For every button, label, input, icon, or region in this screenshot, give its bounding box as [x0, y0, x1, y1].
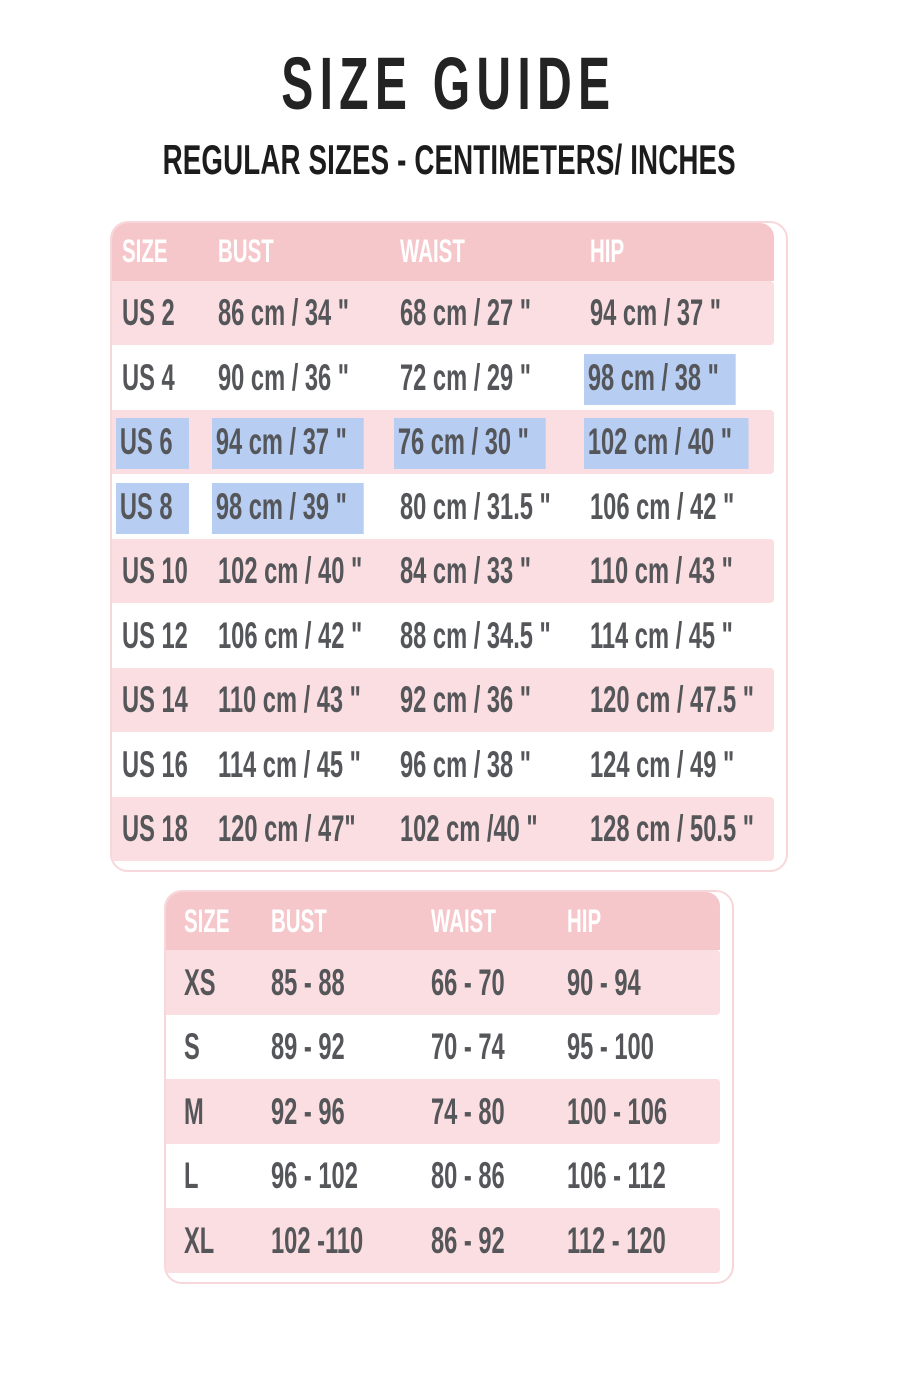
hip-cell: 120 cm / 47.5 " — [590, 679, 754, 721]
table-row — [112, 410, 774, 475]
waist-cell: 84 cm / 33 " — [400, 550, 532, 592]
size-cell: US 2 — [122, 292, 175, 334]
table-row — [166, 1208, 720, 1273]
table-row — [112, 539, 774, 604]
column-header-waist: WAIST — [431, 902, 496, 939]
regular-sizes-table — [110, 221, 788, 873]
size-cell: S — [184, 1026, 200, 1068]
bust-cell: 86 cm / 34 " — [218, 292, 350, 334]
waist-cell: 86 - 92 — [431, 1219, 505, 1261]
column-header-hip: HIP — [590, 233, 625, 270]
table-row — [112, 345, 774, 410]
size-cell: US 10 — [122, 550, 188, 592]
table-header-row — [166, 892, 720, 950]
table-row — [112, 732, 774, 797]
table-row — [166, 1015, 720, 1080]
waist-cell: 102 cm /40 " — [400, 808, 538, 850]
bust-cell: 120 cm / 47" — [218, 808, 356, 850]
hip-cell: 128 cm / 50.5 " — [590, 808, 754, 850]
size-cell: US 16 — [122, 743, 188, 785]
waist-cell: 88 cm / 34.5 " — [400, 614, 551, 656]
bust-cell: 89 - 92 — [271, 1026, 345, 1068]
table-row — [112, 281, 774, 346]
waist-cell: 74 - 80 — [431, 1090, 505, 1132]
size-cell: L — [184, 1155, 199, 1197]
table-row — [166, 1144, 720, 1209]
bust-cell: 106 cm / 42 " — [218, 614, 363, 656]
size-cell: XS — [184, 961, 216, 1003]
letter-sizes-table — [164, 890, 734, 1284]
waist-cell: 76 cm / 30 " — [400, 421, 590, 463]
bust-cell: 110 cm / 43 " — [218, 679, 361, 721]
hip-cell: 114 cm / 45 " — [590, 614, 733, 656]
waist-cell: 92 cm / 36 " — [400, 679, 532, 721]
waist-cell: 66 - 70 — [431, 961, 505, 1003]
size-cell: XL — [184, 1219, 215, 1261]
size-cell: US 4 — [122, 356, 175, 398]
waist-cell: 68 cm / 27 " — [400, 292, 532, 334]
hip-cell: 124 cm / 49 " — [590, 743, 735, 785]
table-header-row — [112, 223, 774, 281]
waist-cell: 80 cm / 31.5 " — [400, 485, 551, 527]
bust-cell: 114 cm / 45 " — [218, 743, 361, 785]
size-cell: US 14 — [122, 679, 188, 721]
page-subtitle-text: REGULAR SIZES - CENTIMETERS/ INCHES — [162, 135, 736, 183]
hip-cell: 95 - 100 — [567, 1026, 654, 1068]
size-cell: M — [184, 1090, 204, 1132]
bust-cell: 96 - 102 — [271, 1155, 358, 1197]
size-cell: US 12 — [122, 614, 188, 656]
table-row — [112, 474, 774, 539]
hip-cell: 112 - 120 — [567, 1219, 666, 1261]
column-header-bust: BUST — [218, 233, 274, 270]
bust-cell: 94 cm / 37 " — [218, 421, 400, 463]
column-header-size: SIZE — [122, 233, 168, 270]
size-cell: US 6 — [122, 421, 218, 463]
column-header-hip: HIP — [567, 902, 602, 939]
page-subtitle — [0, 135, 898, 183]
table-row — [166, 950, 720, 1015]
table-row — [112, 668, 774, 733]
size-cell: US 18 — [122, 808, 188, 850]
page-title — [0, 42, 898, 125]
hip-cell: 90 - 94 — [567, 961, 641, 1003]
bust-cell: 92 - 96 — [271, 1090, 345, 1132]
column-header-size: SIZE — [184, 902, 230, 939]
column-header-bust: BUST — [271, 902, 327, 939]
hip-cell: 102 cm / 40 " — [590, 421, 788, 463]
bust-cell: 102 -110 — [271, 1219, 364, 1261]
bust-cell: 90 cm / 36 " — [218, 356, 350, 398]
waist-cell: 70 - 74 — [431, 1026, 505, 1068]
bust-cell: 85 - 88 — [271, 961, 345, 1003]
hip-cell: 98 cm / 38 " — [590, 357, 788, 399]
hip-cell: 106 cm / 42 " — [590, 485, 735, 527]
hip-cell: 100 - 106 — [567, 1090, 668, 1132]
size-cell: US 8 — [122, 486, 218, 528]
hip-cell: 110 cm / 43 " — [590, 550, 733, 592]
bust-cell: 98 cm / 39 " — [218, 486, 400, 528]
table-row — [166, 1079, 720, 1144]
hip-cell: 94 cm / 37 " — [590, 292, 722, 334]
waist-cell: 96 cm / 38 " — [400, 743, 532, 785]
waist-cell: 72 cm / 29 " — [400, 356, 532, 398]
table-row — [112, 603, 774, 668]
page-title-text: SIZE GUIDE — [281, 42, 617, 125]
waist-cell: 80 - 86 — [431, 1155, 505, 1197]
hip-cell: 106 - 112 — [567, 1155, 666, 1197]
table-row — [112, 797, 774, 862]
bust-cell: 102 cm / 40 " — [218, 550, 363, 592]
column-header-waist: WAIST — [400, 233, 465, 270]
